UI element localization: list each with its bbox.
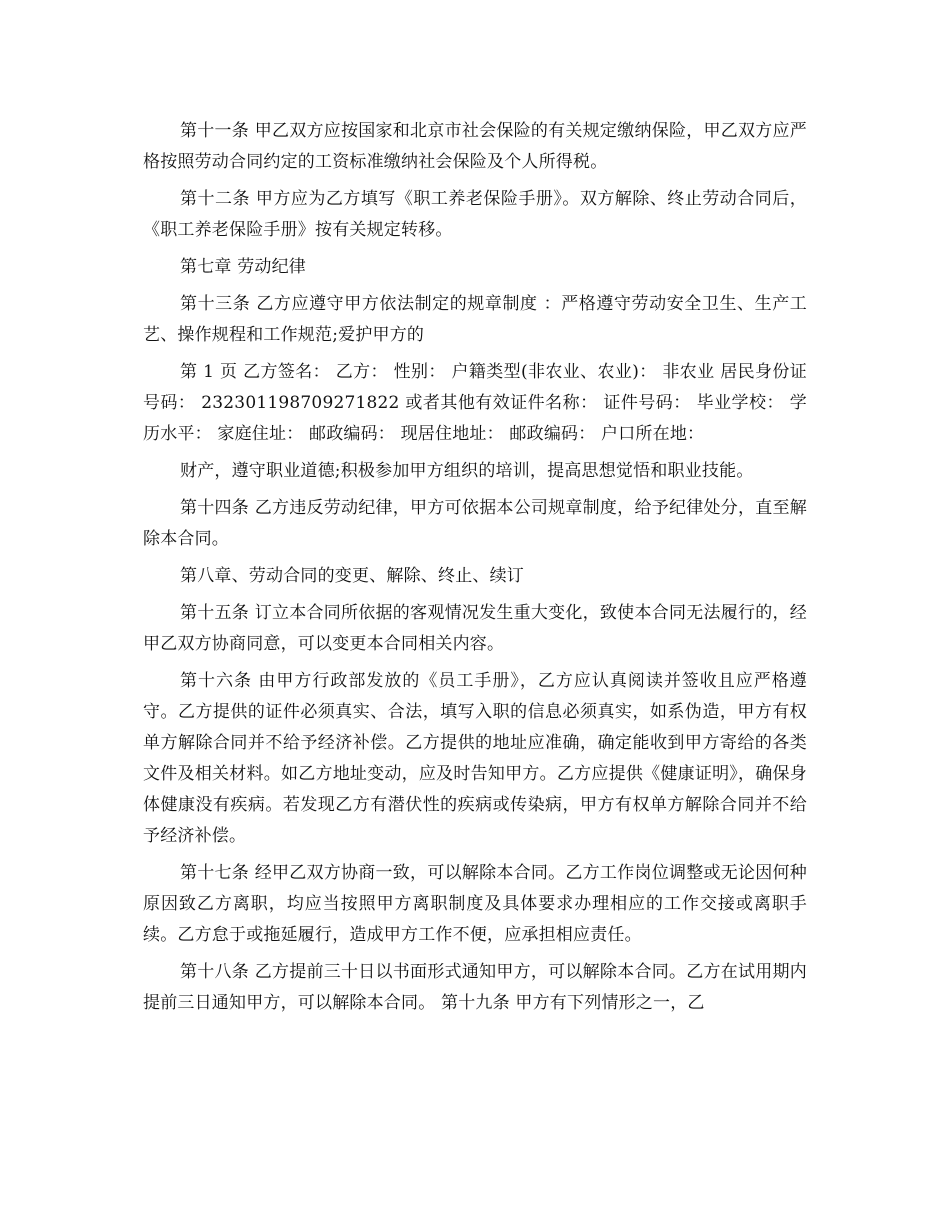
article-13-paragraph: 第十三条 乙方应遵守甲方依法制定的规章制度 ：严格遵守劳动安全卫生、生产工艺、操作规程和工作规范;爱护甲方的: [143, 294, 807, 345]
article-13-continuation-paragraph: 财产，遵守职业道德;积极参加甲方组织的培训，提高思想觉悟和职业技能。: [180, 461, 754, 481]
article-14-paragraph: 第十四条 乙方违反劳动纪律，甲方可依据本公司规章制度，给予纪律处分，直至解除本合同。: [143, 498, 807, 549]
chapter-8-heading: 第八章、劳动合同的变更、解除、终止、续订: [180, 566, 524, 586]
article-17-paragraph: 第十七条 经甲乙双方协商一致，可以解除本合同。乙方工作岗位调整或无论因何种原因致乙方离职，均应当按照甲方离职制度及具体要求办理相应的工作交接或离职手续。乙方怠于或拖延履行，造成甲方工作不便，应承担相应责任。: [143, 863, 807, 945]
article-18-paragraph: 第十八条 乙方提前三十日以书面形式通知甲方，可以解除本合同。乙方在试用期内提前三日通知甲方，可以解除本合同。 第十九条 甲方有下列情形之一，乙: [143, 962, 807, 1013]
article-16-paragraph: 第十六条 由甲方行政部发放的《员工手册》，乙方应认真阅读并签收且应严格遵守。乙方提供的证件必须真实、合法，填写入职的信息必须真实，如系伪造，甲方有权单方解除合同并不给予经济补偿。乙方提供的地址应准确，确定能收到甲方寄给的各类文件及相关材料。如乙方地址变动，应及时告知甲方。乙方应提供《健康证明》，确保身体健康没有疾病。若发现乙方有潜伏性的疾病或传染病，甲方有权单方解除合同并不给予经济补偿。: [143, 671, 807, 846]
article-11-paragraph: 第十一条 甲乙双方应按国家和北京市社会保险的有关规定缴纳保险，甲乙双方应严格按照劳动合同约定的工资标准缴纳社会保险及个人所得税。: [143, 121, 807, 172]
article-15-paragraph: 第十五条 订立本合同所依据的客观情况发生重大变化，致使本合同无法履行的，经甲乙双方协商同意，可以变更本合同相关内容。: [143, 603, 807, 654]
employee-info-paragraph: 第 1 页 乙方签名： 乙方： 性别： 户籍类型(非农业、农业)： 非农业 居民身份证号码： 232301198709271822 或者其他有效证件名称： 证件号码： 毕业学校： 学历水平： 家庭住址： 邮政编码： 现居住地址： 邮政编码： 户口所在地：: [143, 362, 807, 444]
article-12-paragraph: 第十二条 甲方应为乙方填写《职工养老保险手册》。双方解除、终止劳动合同后，《职工养老保险手册》按有关规定转移。: [143, 189, 807, 240]
document-body: [143, 116, 807, 1025]
chapter-7-heading: 第七章 劳动纪律: [180, 257, 307, 277]
